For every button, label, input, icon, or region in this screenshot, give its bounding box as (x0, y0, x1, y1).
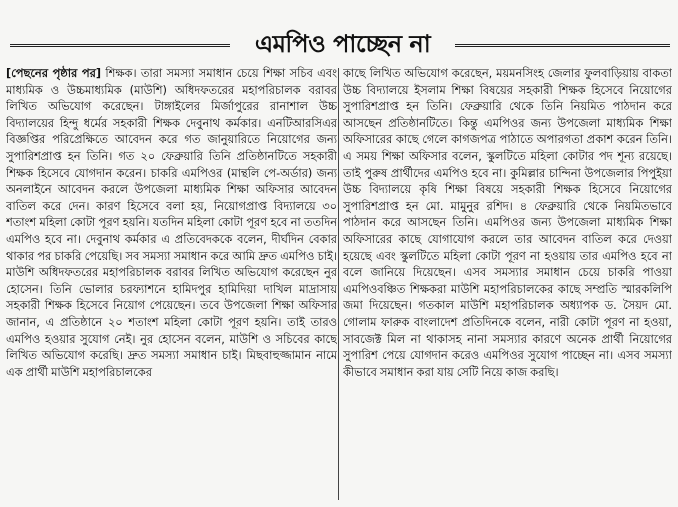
column-divider (338, 68, 339, 500)
column-1-text: শিক্ষক। তারা সমস্যা সমাধান চেয়ে শিক্ষা সচিব এবং মাধ্যমিক ও উচ্চমাধ্যমিক (মাউশি) অধিদফতরের মহাপরিচালক বরাবর লিখিত অভিযোগ করেছেন। টাঙ্গাইলের মির্জাপুরের রানাশাল উচ্চ বিদ্যালয়ের হিন্দু ধর্মের সহকারী শিক্ষক দেবুনাথ কর্মকার। এনটিআরসিএর বিজ্ঞপ্তির পরিপ্রেক্ষিতে আবেদন করে গত জানুয়ারিতে নিয়োগের জন্য সুপারিশপ্রাপ্ত হন তিনি। গত ২০ ফেব্রুয়ারি তিনি প্রতিষ্ঠানটিতে সহকারী শিক্ষক হিসেবে যোগদান করেন। চাকরি এমপিওর (মান্থলি পে-অর্ডার) জন্য অনলাইনে আবেদন করলে উপজেলা মাধ্যমিক শিক্ষা অফিসার আবেদন বাতিল করে দেন। কারণ হিসেবে বলা হয়, নিয়োগপ্রাপ্ত বিদ্যালয়ে ৩০ শতাংশ মহিলা কোটা পূরণ হয়নি। যতদিন মহিলা কোটা পূরণ হবে না ততদিন এমপিও হবে না। দেবুনাথ কর্মকার এ প্রতিবেদককে বলেন, দীর্ঘদিন বেকার থাকার পর চাকরি পেয়েছি। সব সমস্যা সমাধান করে আমি দ্রুত এমপিও চাই। মাউশি অধিদফতরের মহাপরিচালক বরাবর লিখিত অভিযোগ করেছেন নুর হোসেন। তিনি ভোলার চরফ্যাশনে হামিদপুর হামিদিয়া দাখিল মাদ্রাসায় সহকারী শিক্ষক হিসেবে নিয়োগ পেয়েছেন। তবে উপজেলা শিক্ষা অফিসার জানান, এ প্রতিষ্ঠানে ২০ শতাংশ মহিলা কোটা পূরণ হয়নি। তাই তারও এমপিও হওয়ার সুযোগ নেই। নুর হোসেন বলেন, মাউশি ও সচিবের কাছে লিখিত অভিযোগ করেছি। দ্রুত সমস্যা সমাধান চাই। মিছবাহুজ্জামান নামে এক প্রার্থী মাউশি মহাপরিচালকের (6, 66, 337, 379)
headline: এমপিও পাচ্ছেন না (254, 30, 431, 58)
headline-rule-right (455, 44, 670, 47)
continued-from-label: [পেছনের পৃষ্ঠার পর] (6, 66, 102, 80)
column-1-paragraph (6, 65, 337, 380)
column-2-paragraph: কাছে লিখিত অভিযোগ করেছেন, ময়মনসিংহ জেলার ফুলবাড়িয়ায় বাকতা উচ্চ বিদ্যালয়ে ইসলাম শিক্ষা বিষয়ের সহকারী শিক্ষক হিসেবে নিয়োগের সুপারিশপ্রাপ্ত হন তিনি। ফেব্রুয়ারি থেকে তিনি নিয়মিত পাঠদান করে আসছেন প্রতিষ্ঠানটিতে। কিন্তু এমপিওর জন্য উপজেলা মাধ্যমিক শিক্ষা অফিসারের কাছে গেলে কাগজপত্র পাঠাতে অপারগতা প্রকাশ করেন তিনি। এ সময় শিক্ষা অফিসার বলেন, স্কুলটিতে মহিলা কোটার পদ শূন্য রয়েছে। তাই পুরুষ প্রার্থীদের এমপিও হবে না। কুমিল্লার চান্দিনা উপজেলার পিপুইয়া উচ্চ বিদ্যালয়ে কৃষি শিক্ষা বিষয়ে সহকারী শিক্ষক হিসেবে নিয়োগের সুপারিশপ্রাপ্ত হন মো. মামুনুর রশিদ। ৪ ফেব্রুয়ারি থেকে নিয়মিতভাবে পাঠদান করে আসছেন তিনি। এমপিওর জন্য উপজেলা মাধ্যমিক শিক্ষা অফিসারের কাছে যোগাযোগ করলে তার আবেদন বাতিল করে দেওয়া হয়েছে এবং স্কুলটিতে মহিলা কোটা পূরণ না হওয়ায় তার এমপিও হবে না বলে জানিয়ে দিয়েছেন। এসব সমস্যার সমাধান চেয়ে চাকরি পাওয়া এমপিওবঞ্চিত শিক্ষকরা মাউশি মহাপরিচালকের কাছে সম্প্রতি স্মারকলিপি জমা দিয়েছেন। গতকাল মাউশি মহাপরিচালক অধ্যাপক ড. সৈয়দ মো. গোলাম ফারুক বাংলাদেশ প্রতিদিনকে বলেন, নারী কোটা পূরণ না হওয়া, সাবজেক্ট মিল না থাকাসহ নানা সমস্যার কারণে অনেক প্রার্থী নিয়োগের সুপারিশ পেয়ে যোগদান করেও এমপিওর সুযোগ পাচ্ছেন না। এসব সমস্যা কীভাবে সমাধান করা যায় সেটি নিয়ে কাজ করছি। (343, 66, 672, 379)
article-column-1 (6, 65, 337, 503)
headline-rule-left (10, 44, 230, 47)
headline-block (0, 28, 678, 62)
article-column-2 (343, 65, 672, 503)
